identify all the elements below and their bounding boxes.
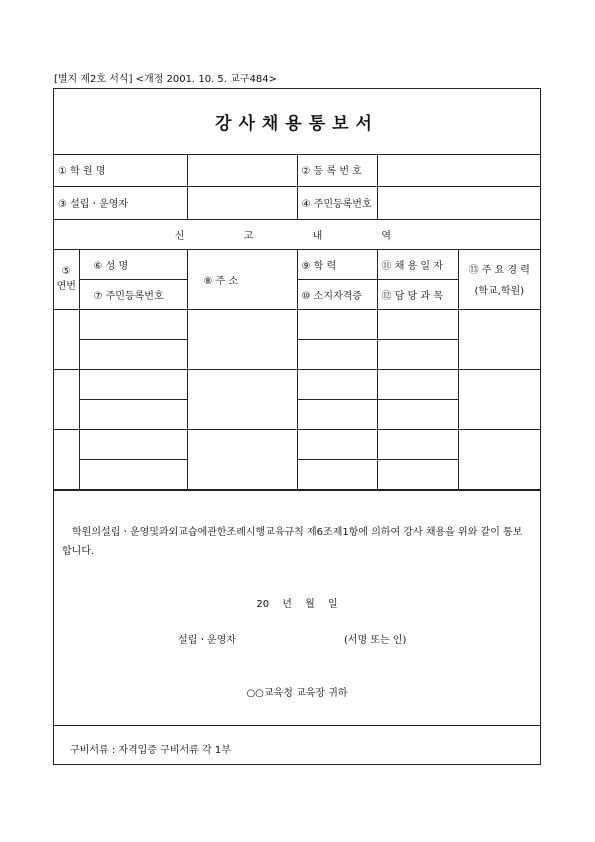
address-header: ⑧ 주 소 <box>187 249 297 309</box>
hire-date-cell[interactable] <box>377 429 458 459</box>
subject-cell[interactable] <box>377 339 458 369</box>
resident-no-cell[interactable] <box>79 339 187 369</box>
section-row <box>54 219 540 249</box>
signature-label: 설립ㆍ운영자 <box>178 635 236 646</box>
name-cell[interactable] <box>79 369 187 399</box>
education-cell[interactable] <box>297 309 377 339</box>
footer-note: 구비서류 : 자격입증 구비서류 각 1부 <box>70 745 231 756</box>
serial-cell[interactable] <box>54 429 79 489</box>
address-cell[interactable] <box>187 309 297 369</box>
address-cell[interactable] <box>187 369 297 429</box>
education-header: ⑨ 학 력 <box>297 249 377 279</box>
report-section-title: 신 고 내 역 <box>54 219 540 249</box>
header-row-1 <box>54 249 540 279</box>
date-line[interactable]: 20 년 월 일 <box>256 599 338 610</box>
table-row <box>54 369 540 399</box>
notification-body <box>54 490 540 726</box>
serial-label: 연번 <box>56 281 76 292</box>
career-header <box>458 249 540 309</box>
academy-name-field[interactable] <box>187 154 297 186</box>
qualification-cell[interactable] <box>297 459 377 489</box>
career-cell[interactable] <box>458 369 540 429</box>
registration-no-label: ② 등 록 번 호 <box>297 154 377 186</box>
form-grid <box>54 154 540 490</box>
hire-date-cell[interactable] <box>377 309 458 339</box>
serial-cell[interactable] <box>54 369 79 429</box>
address-cell[interactable] <box>187 429 297 489</box>
subject-header: ⑫ 담 당 과 목 <box>377 279 458 309</box>
form-frame <box>53 88 541 765</box>
name-cell[interactable] <box>79 429 187 459</box>
operator-label: ③ 설립ㆍ운영자 <box>54 186 187 219</box>
career-label: ⑬ 주 요 경 력 <box>468 265 530 276</box>
resident-no-label: ④ 주민등록번호 <box>297 186 377 219</box>
name-cell[interactable] <box>79 309 187 339</box>
career-sub-label: (학교,학원) <box>474 286 525 297</box>
resident-no-header: ⑦ 주민등록번호 <box>79 279 187 309</box>
serial-number-mark: ⑤ <box>61 266 71 277</box>
serial-header <box>54 249 79 309</box>
hire-date-cell[interactable] <box>377 369 458 399</box>
academy-row <box>54 154 540 186</box>
table-row <box>54 309 540 339</box>
qualification-cell[interactable] <box>297 399 377 429</box>
operator-field[interactable] <box>187 186 297 219</box>
subject-cell[interactable] <box>377 399 458 429</box>
title-area <box>54 89 540 155</box>
form-title: 강사채용통보서 <box>215 114 379 134</box>
notification-text: 학원의설립ㆍ운영및과외교습에관한조례시행교육규칙 제6조제1항에 의하여 강사 채용을 위와 같이 통보 합니다. <box>62 527 523 557</box>
name-header: ⑥ 성 명 <box>79 249 187 279</box>
addressee: ○○교육청 교육장 귀하 <box>246 688 348 699</box>
education-cell[interactable] <box>297 369 377 399</box>
resident-no-field[interactable] <box>377 186 540 219</box>
hire-date-header: ⑪ 채 용 일 자 <box>377 249 458 279</box>
table-row <box>54 429 540 459</box>
resident-no-cell[interactable] <box>79 399 187 429</box>
career-cell[interactable] <box>458 309 540 369</box>
form-header: [별지 제2호 서식] <개정 2001. 10. 5. 교구484> <box>54 74 277 85</box>
career-cell[interactable] <box>458 429 540 489</box>
subject-cell[interactable] <box>377 459 458 489</box>
resident-no-cell[interactable] <box>79 459 187 489</box>
academy-name-label: ① 학 원 명 <box>54 154 187 186</box>
operator-row <box>54 186 540 219</box>
qualification-cell[interactable] <box>297 339 377 369</box>
education-cell[interactable] <box>297 429 377 459</box>
qualification-header: ⑩ 소지자격증 <box>297 279 377 309</box>
serial-cell[interactable] <box>54 309 79 369</box>
signature-note[interactable]: (서명 또는 인) <box>344 635 407 646</box>
registration-no-field[interactable] <box>377 154 540 186</box>
